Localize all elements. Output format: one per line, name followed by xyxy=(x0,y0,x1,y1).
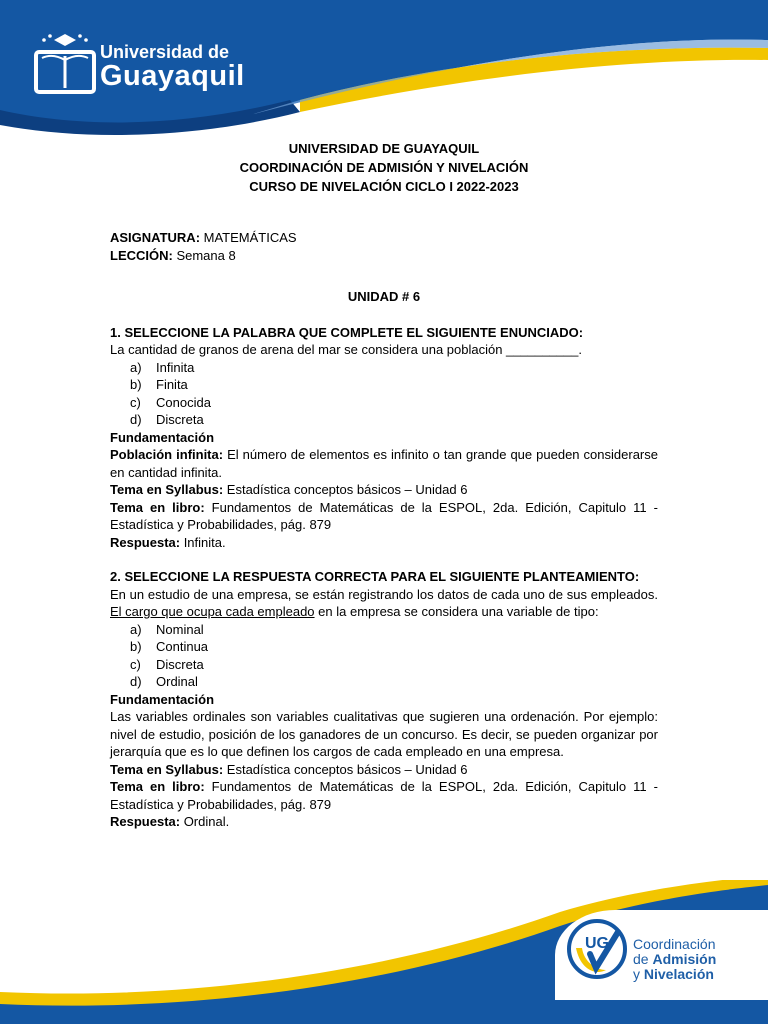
q2-libro: Tema en libro: Fundamentos de Matemáticas de la ESPOL, 2da. Edición, Capitulo 11 - Estadística y Probabilidades, pág. 879 xyxy=(110,779,658,812)
q2-statement: En un estudio de una empresa, se están registrando los datos de cada uno de sus empleados. El cargo que ocupa cada empleado en la empresa se considera una variable de tipo: xyxy=(110,586,658,619)
coord-line1: Coordinación xyxy=(633,936,716,952)
list-item: a) Nominal xyxy=(130,621,204,637)
logo-line1: Universidad de xyxy=(100,42,230,62)
list-item: d) Discreta xyxy=(130,412,204,427)
q2-fund-text: Las variables ordinales son variables cualitativas que sugieren una ordenación. Por ejemplo: nivel de estudio, posición de los ganadores de un concurso. Es decir, se pueden organizar por jerarquía que es lo que definen los cargos de cada empleado en una empresa. xyxy=(110,709,658,759)
q2-options xyxy=(110,621,658,691)
coord-line2: de Admisión xyxy=(633,951,717,967)
list-item: b) Finita xyxy=(130,377,188,392)
unit-title: UNIDAD # 6 xyxy=(347,289,421,304)
badge-text: UG xyxy=(585,935,609,952)
coordination-logo-text xyxy=(633,937,716,982)
list-item: c) Discreta xyxy=(130,656,204,672)
list-item: d) Ordinal xyxy=(130,674,198,689)
q1-fund-label: Fundamentación xyxy=(110,429,215,445)
q1-statement: La cantidad de granos de arena del mar se considera una población __________. xyxy=(110,342,582,357)
q1-libro: Tema en libro: Fundamentos de Matemáticas de la ESPOL, 2da. Edición, Capitulo 11 - Estadística y Probabilidades, pág. 879 xyxy=(110,499,658,532)
q1-answer: Respuesta: Infinita. xyxy=(110,534,226,550)
q2-heading: 2. SELECCIONE LA RESPUESTA CORRECTA PARA EL SIGUIENTE PLANTEAMIENTO: xyxy=(110,569,640,584)
leccion-line: LECCIÓN: Semana 8 xyxy=(110,247,236,263)
document-body xyxy=(110,229,658,831)
list-item: b) Continua xyxy=(130,639,209,654)
logo-line2: Guayaquil xyxy=(100,60,245,92)
book-crest-icon xyxy=(30,30,100,100)
list-item: a) Infinita xyxy=(130,359,195,375)
coord-line3: y Nivelación xyxy=(633,966,714,982)
q2-syllabus: Tema en Syllabus: Estadística conceptos básicos – Unidad 6 xyxy=(110,761,468,777)
title-line-3: CURSO DE NIVELACIÓN CICLO I 2022-2023 xyxy=(249,179,519,194)
list-item: c) Conocida xyxy=(130,394,211,410)
title-line-2: COORDINACIÓN DE ADMISIÓN Y NIVELACIÓN xyxy=(239,160,529,175)
q2-fund-label: Fundamentación xyxy=(110,691,215,707)
q2-answer: Respuesta: Ordinal. xyxy=(110,814,230,829)
title-line-1: UNIVERSIDAD DE GUAYAQUIL xyxy=(288,141,480,156)
q1-fund-text: Población infinita: El número de elementos es infinito o tan grande que pueden considerarse en cantidad infinita. xyxy=(110,447,658,480)
q1-syllabus: Tema en Syllabus: Estadística conceptos básicos – Unidad 6 xyxy=(110,482,468,497)
asignatura-line: ASIGNATURA: MATEMÁTICAS xyxy=(110,230,297,245)
q1-heading: 1. SELECCIONE LA PALABRA QUE COMPLETE EL SIGUIENTE ENUNCIADO: xyxy=(110,324,584,340)
q1-options xyxy=(110,359,658,429)
ug-badge-icon xyxy=(566,918,628,980)
